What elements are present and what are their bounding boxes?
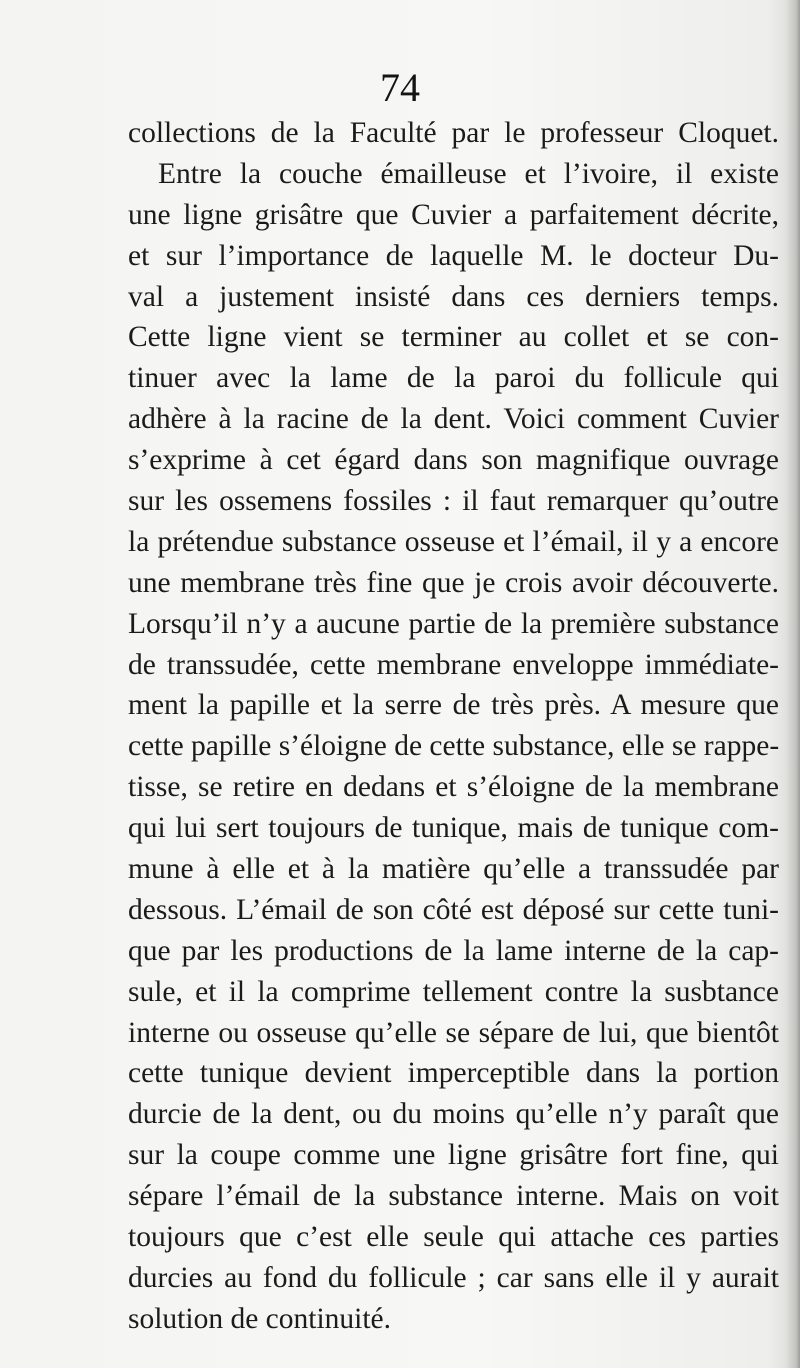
text-line: s’exprime à cet égard dans son magnifique ouvrage (128, 444, 779, 477)
text-line: dessous. L’émail de son côté est déposé sur cette tuni- (128, 893, 779, 926)
text-line: et sur l’importance de laquelle M. le docteur Du- (128, 239, 779, 272)
text-line: tisse, se retire en dedans et s’éloigne de la membrane (128, 771, 779, 804)
text-line: adhère à la racine de la dent. Voici comment Cuvier (128, 403, 779, 436)
text-line: collections de la Faculté par le professeur Cloquet. (128, 117, 779, 149)
page-number: 74 (380, 65, 420, 110)
text-line: sépare l’émail de la substance interne. Mais on voit (128, 1180, 779, 1213)
text-line: val a justement insisté dans ces derniers temps. (128, 280, 779, 313)
body-text (128, 113, 800, 1340)
text-line: durcies au fond du follicule ; car sans elle il y aurait (128, 1261, 779, 1294)
text-line: cette tunique devient imperceptible dans la portion (128, 1057, 779, 1090)
text-line: mune à elle et à la matière qu’elle a transsudée par (128, 853, 779, 886)
text-line: une ligne grisâtre que Cuvier a parfaitement décrite, (128, 198, 779, 231)
text-line: Lorsqu’il n’y a aucune partie de la première substance (128, 607, 779, 640)
text-line: sur la coupe comme une ligne grisâtre fort fine, qui (128, 1139, 779, 1172)
text-line: tinuer avec la lame de la paroi du follicule qui (128, 362, 779, 395)
text-line: de transsudée, cette membrane enveloppe immédiate- (128, 648, 779, 681)
text-line: sur les ossemens fossiles : il faut remarquer qu’outre (128, 485, 779, 518)
text-line: solution de continuité. (128, 1302, 392, 1335)
text-line: une membrane très fine que je crois avoir découverte. (128, 566, 779, 599)
text-line: que par les productions de la lame interne de la cap- (128, 934, 779, 967)
text-line: sule, et il la comprime tellement contre la susbtance (128, 975, 779, 1008)
text-line: toujours que c’est elle seule qui attache ces parties (128, 1221, 779, 1254)
text-line: ment la papille et la serre de très près. A mesure que (128, 689, 779, 722)
text-line: cette papille s’éloigne de cette substance, elle se rappe- (128, 730, 780, 763)
text-line: Cette ligne vient se terminer au collet et se con- (128, 321, 779, 354)
text-line: durcie de la dent, ou du moins qu’elle n’y paraît que (128, 1098, 779, 1131)
text-line: interne ou osseuse qu’elle se sépare de lui, que bientôt (128, 1016, 779, 1049)
text-line: Entre la couche émailleuse et l’ivoire, il existe (158, 157, 779, 190)
text-line: la prétendue substance osseuse et l’émail, il y a encore (128, 525, 779, 558)
text-line: qui lui sert toujours de tunique, mais de tunique com- (128, 812, 779, 845)
